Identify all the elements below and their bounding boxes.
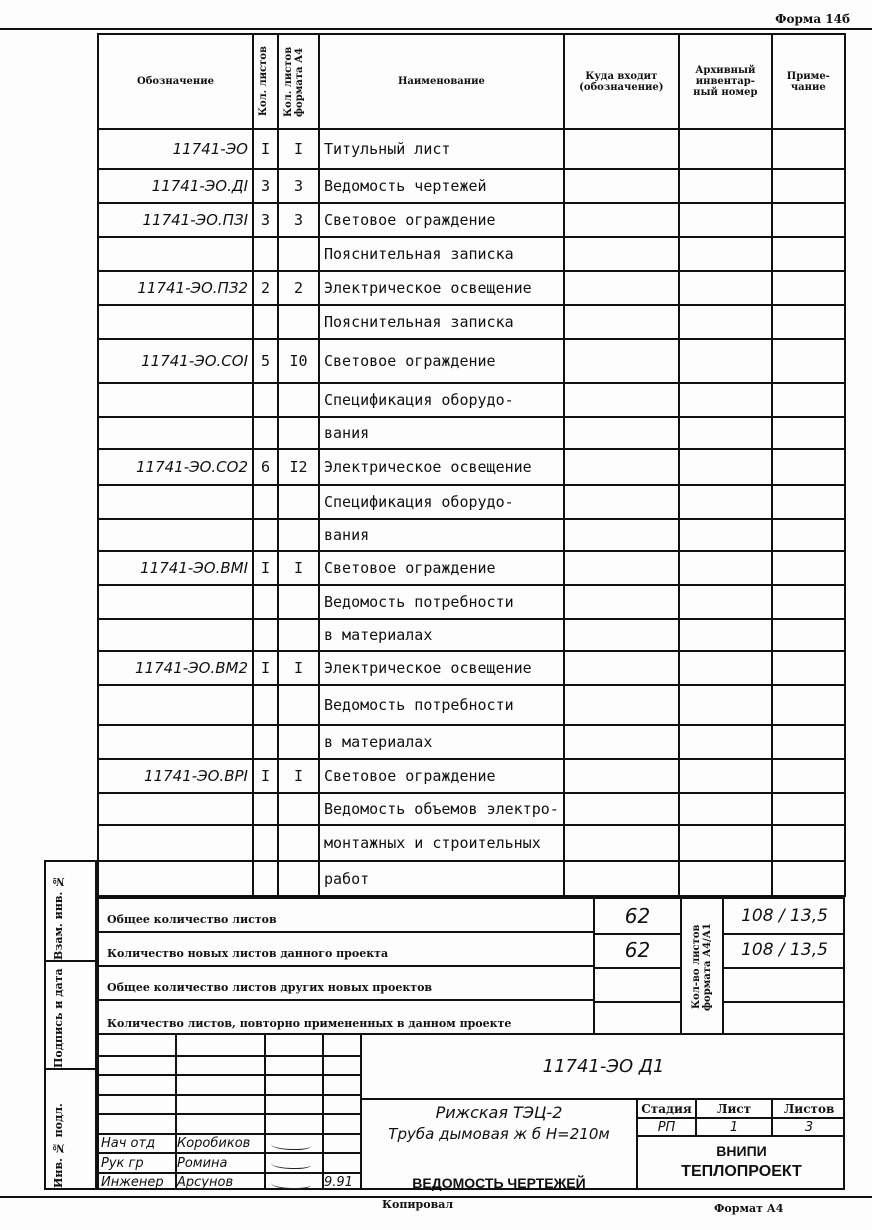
- side-strip-signature: [44, 960, 97, 1070]
- sheets-a4-cell: I2: [278, 449, 319, 485]
- form-label: Форма 14б: [775, 12, 850, 26]
- designation-cell: 11741-ЭО.ВМ2: [98, 651, 253, 685]
- note-cell: [772, 759, 845, 793]
- sheets-total-value: 3: [804, 1119, 814, 1135]
- where-cell: [564, 383, 679, 417]
- sheets-a4-cell: I: [278, 651, 319, 685]
- header-sheets: [253, 34, 278, 129]
- sheets-a4-cell: [278, 793, 319, 825]
- archive-cell: [679, 651, 772, 685]
- table-row: [98, 861, 845, 896]
- table-row: [98, 271, 845, 305]
- sheets-total-label: Листов: [783, 1101, 835, 1116]
- designation-cell: 11741-ЭО.ВРI: [98, 759, 253, 793]
- header-where: Куда входит (обозначение): [564, 34, 679, 129]
- sheets-cell: 2: [253, 271, 278, 305]
- sheets-cell: 6: [253, 449, 278, 485]
- table-row: [98, 651, 845, 685]
- designation-cell: 11741-ЭО.ПЗ2: [98, 271, 253, 305]
- header-archive: Архивный инвентар-ный номер: [679, 34, 772, 129]
- organization-line2: ТЕПЛОПРОЕКТ: [681, 1163, 802, 1180]
- name-cell: Электрическое освещение: [319, 651, 564, 685]
- note-cell: [772, 551, 845, 585]
- sheets-a4-cell: [278, 685, 319, 725]
- header-sheets-a4: [278, 34, 319, 129]
- divider: [593, 1001, 680, 1003]
- summary-row: [99, 899, 593, 933]
- name-cell: Ведомость потребности: [319, 585, 564, 619]
- table-row: [98, 237, 845, 271]
- name-cell: Ведомость объемов электро-: [319, 793, 564, 825]
- archive-cell: [679, 305, 772, 339]
- designation-cell: 11741-ЭО.ДI: [98, 169, 253, 203]
- sheets-cell: [253, 861, 278, 896]
- designation-cell: [98, 725, 253, 759]
- designation-cell: [98, 305, 253, 339]
- drawings-table: [97, 33, 846, 897]
- where-cell: [564, 725, 679, 759]
- stage-label: Стадия: [641, 1101, 692, 1116]
- sheet-value: 1: [729, 1119, 739, 1135]
- person-date: [324, 1135, 360, 1153]
- sheets-cell: [253, 725, 278, 759]
- total-a4-value: 108 / 13,5: [741, 906, 828, 926]
- designation-cell: [98, 417, 253, 449]
- person-date: 9.91: [324, 1175, 353, 1190]
- where-cell: [564, 861, 679, 896]
- note-cell: [772, 585, 845, 619]
- table-header: [98, 34, 845, 129]
- document-code: 11741-ЭО Д1: [542, 1056, 665, 1077]
- sheets-cell: 3: [253, 169, 278, 203]
- header-sheets-a4-text: Кол. листов формата А4: [283, 46, 305, 117]
- organization-line1: ВНИПИ: [716, 1143, 767, 1159]
- archive-cell: [679, 417, 772, 449]
- archive-cell: [679, 585, 772, 619]
- archive-cell: [679, 519, 772, 551]
- table-row: [98, 305, 845, 339]
- table-row: [98, 485, 845, 519]
- archive-cell: [679, 725, 772, 759]
- designation-cell: 11741-ЭО.СО2: [98, 449, 253, 485]
- designation-cell: [98, 825, 253, 861]
- sheets-cell: [253, 305, 278, 339]
- summary-label: Общее количество листов: [107, 913, 277, 926]
- table-row: [98, 129, 845, 169]
- name-cell: монтажных и строительных: [319, 825, 564, 861]
- note-cell: [772, 169, 845, 203]
- divider: [593, 967, 680, 969]
- name-cell: Световое ограждение: [319, 339, 564, 383]
- object-name: Рижская ТЭЦ-2: [435, 1102, 563, 1122]
- sheets-cell: [253, 619, 278, 651]
- where-cell: [564, 825, 679, 861]
- note-cell: [772, 825, 845, 861]
- side-strip-replace: [44, 860, 97, 962]
- archive-cell: [679, 619, 772, 651]
- name-cell: Пояснительная записка: [319, 305, 564, 339]
- divider: [99, 1055, 360, 1057]
- where-cell: [564, 169, 679, 203]
- name-cell: Пояснительная записка: [319, 237, 564, 271]
- note-cell: [772, 129, 845, 169]
- archive-cell: [679, 551, 772, 585]
- new-sheets-count: 62: [624, 938, 651, 962]
- designation-cell: [98, 685, 253, 725]
- new-a4-value: 108 / 13,5: [741, 940, 828, 960]
- note-cell: [772, 651, 845, 685]
- top-border: [0, 28, 872, 30]
- archive-cell: [679, 203, 772, 237]
- designation-cell: 11741-ЭО.ПЗI: [98, 203, 253, 237]
- archive-cell: [679, 237, 772, 271]
- side-strip-label: Подпись и дата: [52, 968, 65, 1068]
- name-cell: в материалах: [319, 725, 564, 759]
- sheets-cell: 3: [253, 203, 278, 237]
- note-cell: [772, 417, 845, 449]
- table-row: [98, 519, 845, 551]
- sheets-a4-cell: [278, 485, 319, 519]
- where-cell: [564, 551, 679, 585]
- archive-cell: [679, 339, 772, 383]
- where-cell: [564, 685, 679, 725]
- sheets-cell: I: [253, 551, 278, 585]
- designation-cell: [98, 585, 253, 619]
- sheets-a4-cell: 3: [278, 203, 319, 237]
- sheets-a4-cell: [278, 585, 319, 619]
- note-cell: [772, 203, 845, 237]
- summary-label: Общее количество листов других новых проектов: [107, 981, 433, 994]
- table-row: [98, 417, 845, 449]
- sheets-cell: I: [253, 759, 278, 793]
- name-cell: Спецификация оборудо-: [319, 485, 564, 519]
- sheets-a4-cell: [278, 619, 319, 651]
- person-role: Нач отд: [101, 1136, 156, 1151]
- designation-cell: [98, 519, 253, 551]
- name-cell: вания: [319, 519, 564, 551]
- where-cell: [564, 585, 679, 619]
- note-cell: [772, 519, 845, 551]
- table-row: [98, 551, 845, 585]
- archive-cell: [679, 685, 772, 725]
- designation-cell: [98, 619, 253, 651]
- where-cell: [564, 237, 679, 271]
- where-cell: [564, 129, 679, 169]
- sheets-a4-cell: [278, 861, 319, 896]
- archive-cell: [679, 485, 772, 519]
- archive-cell: [679, 169, 772, 203]
- note-cell: [772, 725, 845, 759]
- divider: [264, 1035, 266, 1190]
- sheets-cell: 5: [253, 339, 278, 383]
- sheets-a4-cell: [278, 237, 319, 271]
- sheets-a4-cell: 3: [278, 169, 319, 203]
- note-cell: [772, 339, 845, 383]
- table-row: [98, 725, 845, 759]
- header-sheets-text: Кол. листов: [258, 46, 269, 117]
- sheets-a4-cell: [278, 305, 319, 339]
- divider: [99, 1074, 360, 1076]
- sheets-cell: [253, 383, 278, 417]
- summary-row: [99, 1001, 593, 1035]
- designation-cell: 11741-ЭО.ВМI: [98, 551, 253, 585]
- name-cell: в материалах: [319, 619, 564, 651]
- table-row: [98, 203, 845, 237]
- name-cell: Электрическое освещение: [319, 271, 564, 305]
- signature-icon: [271, 1139, 311, 1150]
- total-sheets-count: 62: [624, 904, 651, 928]
- sheets-a4-cell: I: [278, 551, 319, 585]
- note-cell: [772, 237, 845, 271]
- name-cell: вания: [319, 417, 564, 449]
- archive-cell: [679, 759, 772, 793]
- name-cell: Титульный лист: [319, 129, 564, 169]
- table-row: [98, 339, 845, 383]
- name-cell: Ведомость потребности: [319, 685, 564, 725]
- note-cell: [772, 793, 845, 825]
- archive-cell: [679, 861, 772, 896]
- where-cell: [564, 519, 679, 551]
- sheets-a4-cell: [278, 417, 319, 449]
- person-role: Инженер: [101, 1175, 164, 1190]
- sheets-cell: [253, 237, 278, 271]
- where-cell: [564, 271, 679, 305]
- header-note: Приме-чание: [772, 34, 845, 129]
- sheets-a4-cell: I0: [278, 339, 319, 383]
- where-cell: [564, 449, 679, 485]
- name-cell: Ведомость чертежей: [319, 169, 564, 203]
- note-cell: [772, 485, 845, 519]
- where-cell: [564, 651, 679, 685]
- a4-label-cell: [682, 899, 722, 1035]
- table-row: [98, 759, 845, 793]
- header-designation: Обозначение: [98, 34, 253, 129]
- summary-row: [99, 967, 593, 1001]
- name-cell: Электрическое освещение: [319, 449, 564, 485]
- designation-cell: [98, 485, 253, 519]
- sheets-cell: [253, 485, 278, 519]
- archive-cell: [679, 449, 772, 485]
- side-strip-label: Взам. инв. №: [52, 874, 65, 960]
- sheets-cell: [253, 685, 278, 725]
- where-cell: [564, 485, 679, 519]
- table-row: [98, 449, 845, 485]
- table-row: [98, 825, 845, 861]
- sheets-cell: [253, 793, 278, 825]
- person-name: Арсунов: [177, 1175, 234, 1190]
- designation-cell: [98, 383, 253, 417]
- sheets-cell: I: [253, 651, 278, 685]
- signature-icon: [271, 1178, 311, 1189]
- name-cell: Спецификация оборудо-: [319, 383, 564, 417]
- note-cell: [772, 861, 845, 896]
- sheets-a4-cell: I: [278, 759, 319, 793]
- archive-cell: [679, 793, 772, 825]
- sheets-a4-cell: [278, 383, 319, 417]
- note-cell: [772, 619, 845, 651]
- note-cell: [772, 305, 845, 339]
- header-name: Наименование: [319, 34, 564, 129]
- summary-label: Количество листов, повторно примененных в данном проекте: [107, 1017, 512, 1030]
- side-strip-inventory: [44, 1068, 97, 1190]
- sheets-a4-cell: 2: [278, 271, 319, 305]
- sheets-cell: [253, 825, 278, 861]
- divider: [724, 967, 845, 969]
- name-cell: Световое ограждение: [319, 203, 564, 237]
- name-cell: работ: [319, 861, 564, 896]
- signature-icon: [271, 1158, 311, 1169]
- sheets-cell: [253, 519, 278, 551]
- where-cell: [564, 759, 679, 793]
- divider: [638, 1135, 845, 1137]
- title-block: [97, 1033, 845, 1190]
- where-cell: [564, 793, 679, 825]
- designation-cell: [98, 861, 253, 896]
- divider: [99, 1113, 360, 1115]
- table-row: [98, 793, 845, 825]
- sheets-cell: I: [253, 129, 278, 169]
- person-name: Коробиков: [177, 1136, 251, 1151]
- designation-cell: 11741-ЭО: [98, 129, 253, 169]
- table-row: [98, 169, 845, 203]
- archive-cell: [679, 129, 772, 169]
- summary-label: Количество новых листов данного проекта: [107, 947, 389, 960]
- note-cell: [772, 383, 845, 417]
- table-row: [98, 685, 845, 725]
- table-row: [98, 619, 845, 651]
- person-name: Ромина: [177, 1155, 228, 1171]
- side-strip-label: Инв. № подл.: [52, 1103, 65, 1188]
- designation-cell: [98, 237, 253, 271]
- copied-label: Копировал: [382, 1198, 454, 1211]
- name-cell: Световое ограждение: [319, 759, 564, 793]
- archive-cell: [679, 825, 772, 861]
- sheets-a4-cell: [278, 825, 319, 861]
- person-role: Рук гр: [101, 1155, 144, 1171]
- designation-cell: [98, 793, 253, 825]
- where-cell: [564, 417, 679, 449]
- sheet-label: Лист: [716, 1101, 752, 1116]
- sheets-a4-cell: [278, 519, 319, 551]
- archive-cell: [679, 383, 772, 417]
- archive-cell: [679, 271, 772, 305]
- where-cell: [564, 339, 679, 383]
- stage-value: РП: [657, 1119, 676, 1135]
- table-row: [98, 585, 845, 619]
- note-cell: [772, 685, 845, 725]
- where-cell: [564, 203, 679, 237]
- format-label: Формат А4: [714, 1202, 784, 1215]
- sheet-title: ВЕДОМОСТЬ ЧЕРТЕЖЕЙ: [412, 1174, 586, 1191]
- name-cell: Световое ограждение: [319, 551, 564, 585]
- table-row: [98, 383, 845, 417]
- divider: [724, 1001, 845, 1003]
- sheets-a4-cell: I: [278, 129, 319, 169]
- divider: [99, 1094, 360, 1096]
- note-cell: [772, 271, 845, 305]
- summary-block: [97, 897, 845, 1035]
- where-cell: [564, 305, 679, 339]
- note-cell: [772, 449, 845, 485]
- sheets-cell: [253, 585, 278, 619]
- designation-cell: 11741-ЭО.СОI: [98, 339, 253, 383]
- sheets-a4-cell: [278, 725, 319, 759]
- summary-row: [99, 933, 593, 967]
- where-cell: [564, 619, 679, 651]
- sheets-cell: [253, 417, 278, 449]
- object-structure: Труба дымовая ж б Н=210м: [388, 1125, 610, 1143]
- a4-label: Кол-во листов формата А4/А1: [691, 923, 713, 1011]
- person-date: [324, 1154, 360, 1172]
